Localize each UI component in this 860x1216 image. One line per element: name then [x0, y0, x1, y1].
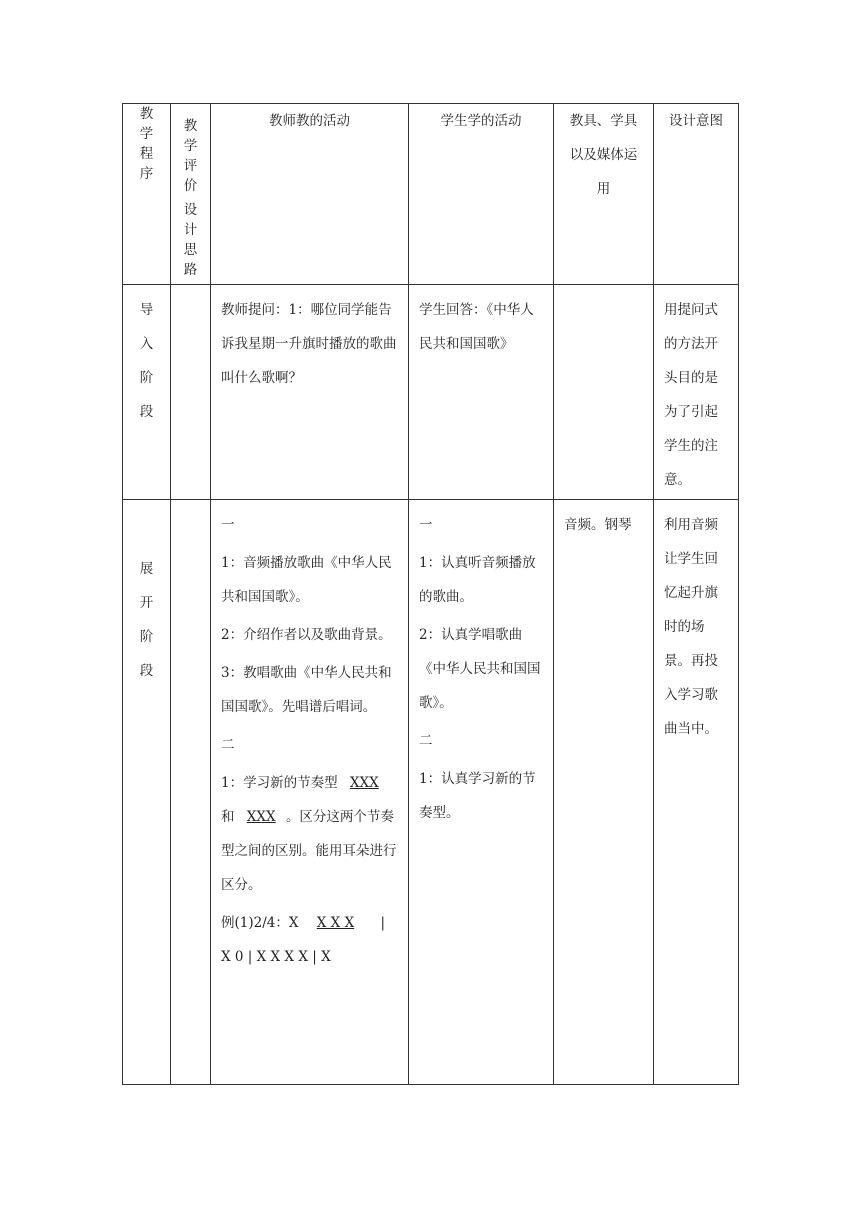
teacher-line: 1：音频播放歌曲《中华人民共和国国歌》。 — [221, 555, 392, 605]
stage-intro: 导入阶段 — [123, 285, 171, 500]
row-intro — [123, 285, 739, 500]
teacher-development — [211, 500, 409, 1085]
header-stage: 教学程序 — [123, 104, 171, 285]
teacher-intro: 教师提问：1：哪位同学能告诉我星期一升旗时播放的歌曲叫什么歌啊？ — [211, 285, 409, 500]
teacher-rhythm: 1：学习新的节奏型 XXX 和 XXX 。区分这两个节奏型之间的区别。能用耳朵进行区分。 — [221, 775, 397, 893]
stage-development: 展开阶段 — [123, 500, 171, 1085]
teacher-line: 3：教唱歌曲《中华人民共和国国歌》。先唱谱后唱词。 — [221, 665, 392, 715]
eval-intro — [171, 285, 211, 500]
student-line: 2：认真学唱歌曲《中华人民共和国国歌》。 — [419, 627, 541, 711]
intent-development: 利用音频让学生回忆起升旗时的场景。再投入学习歌曲当中。 — [654, 500, 739, 1085]
student-development — [409, 500, 554, 1085]
header-evaluation: 教学评价 设计思路 — [171, 104, 211, 285]
teacher-example: 例(1)2/4：X X X X | X 0 | X X X X | X — [221, 915, 386, 965]
intent-intro: 用提问式的方法开头目的是为了引起学生的注意。 — [654, 285, 739, 500]
student-line: 1：认真听音频播放的歌曲。 — [419, 555, 536, 605]
teacher-line: 2：介绍作者以及歌曲背景。 — [221, 627, 392, 643]
teacher-line: 二 — [221, 737, 235, 753]
student-line: 1：认真学习新的节奏型。 — [419, 771, 536, 821]
header-media: 教具、学具以及媒体运用 — [554, 104, 654, 285]
student-line: 一 — [419, 517, 433, 533]
header-teacher: 教师教的活动 — [211, 104, 409, 285]
media-development: 音频。钢琴 — [554, 500, 654, 1085]
header-student: 学生学的活动 — [409, 104, 554, 285]
row-development — [123, 500, 739, 1085]
teacher-line: 一 — [221, 517, 235, 533]
header-row — [123, 104, 739, 285]
media-intro — [554, 285, 654, 500]
eval-development — [171, 500, 211, 1085]
lesson-plan-table — [122, 103, 739, 1085]
student-line: 二 — [419, 733, 433, 749]
header-intent: 设计意图 — [654, 104, 739, 285]
student-intro: 学生回答：《中华人民共和国国歌》 — [409, 285, 554, 500]
